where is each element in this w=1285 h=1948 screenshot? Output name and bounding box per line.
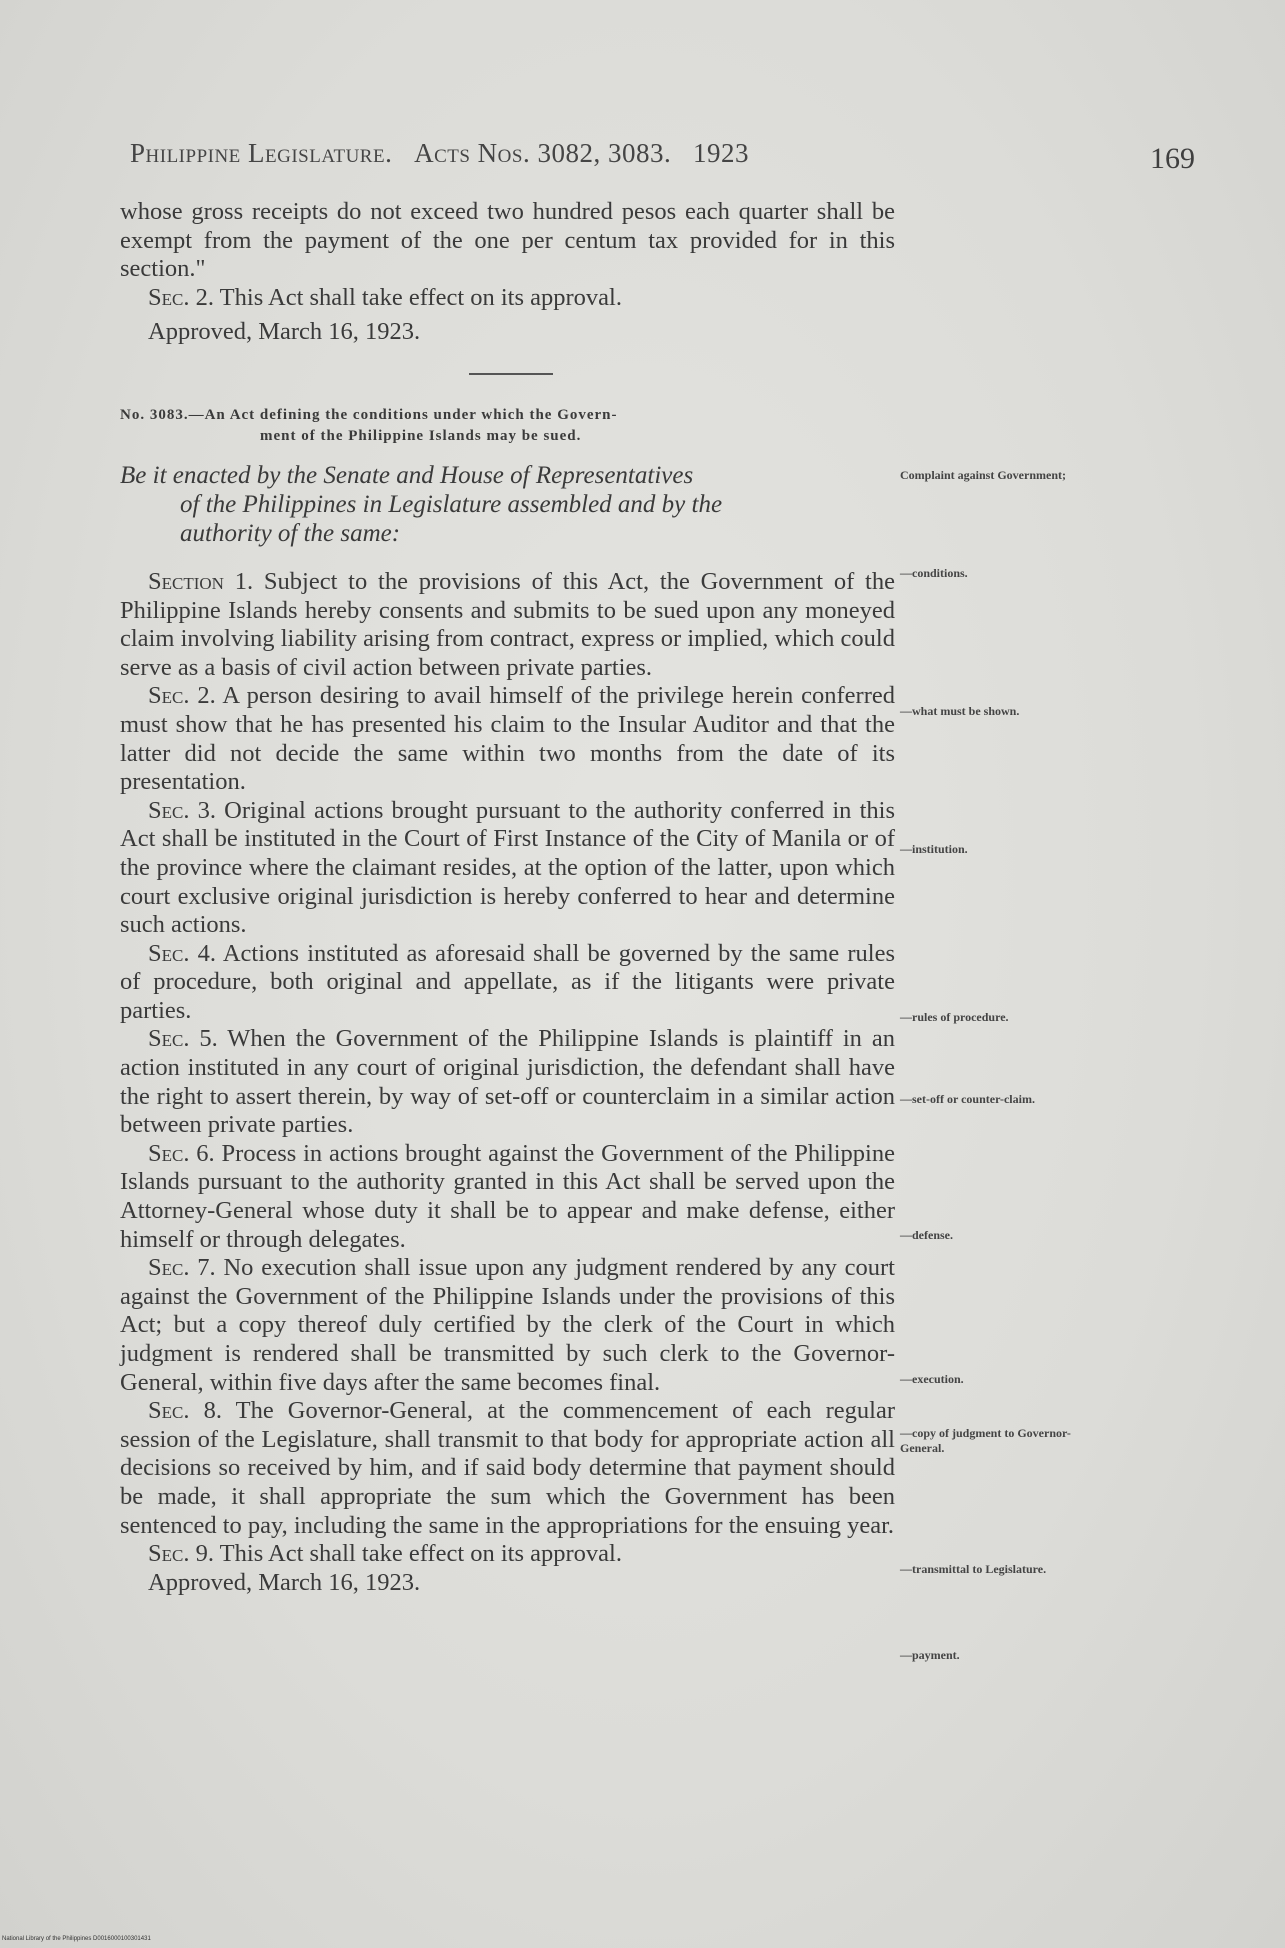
section-label: Section 1.	[148, 567, 254, 595]
section-text: When the Government of the Philippine Islands is plaintiff in an action instituted in any court of original jurisdiction, the defendant shall have the right to assert therein, by way of set-off or counterclaim in a similar action between private parties.	[120, 1025, 895, 1139]
section-8	[120, 1397, 895, 1540]
margin-note: —transmittal to Legislature.	[900, 1562, 1047, 1576]
enacting-line-3: authority of the same:	[180, 519, 401, 547]
section-text: Subject to the provisions of this Act, the Government of the Philippine Islands hereby consents and submits to be sued upon any moneyed claim involving liability arising from contract, express or implied, which could serve as a basis of civil action between private parties.	[120, 567, 895, 681]
section-text: A person desiring to avail himself of the privilege herein conferred must show that he has presented his claim to the Insular Auditor and that the latter did not decide the same within two months from the date of its presentation.	[120, 682, 895, 796]
act-number: No. 3083.	[120, 406, 189, 423]
running-title-year: 1923	[692, 138, 749, 168]
enacting-line-1: Be it enacted by the Senate and House of Representatives	[120, 461, 694, 489]
section-text: This Act shall take effect on its approval.	[213, 1540, 622, 1568]
carryover-section-2	[120, 284, 895, 313]
page-number: 169	[1150, 142, 1195, 175]
section-label: Sec. 4.	[148, 939, 217, 967]
margin-note: —set-off or counter-claim.	[900, 1092, 1035, 1106]
section-text: Process in actions brought against the Government of the Philippine Islands pursuant to the authority granted in this Act shall be served upon the Attorney-General whose duty it shall be to appear and make defense, either himself or through delegates.	[120, 1139, 895, 1253]
section-label: Sec. 8.	[148, 1397, 222, 1425]
margin-note: Complaint against Government;	[900, 468, 1066, 482]
section-text: This Act shall take effect on its approval.	[213, 283, 622, 311]
section-1	[120, 568, 895, 682]
margin-note: —payment.	[900, 1648, 960, 1662]
margin-note: —execution.	[900, 1372, 964, 1386]
section-text: Original actions brought pursuant to the authority conferred in this Act shall be instituted in the Court of First Instance of the City of Manila or of the province where the claimant resides, at the option of the latter, upon which court exclusive original jurisdiction is hereby conferred to hear and determine such actions.	[120, 796, 895, 939]
section-text: The Governor-General, at the commencement of each regular session of the Legislature, shall transmit to that body for appropriate action all decisions so received by him, and if said body determine that payment should be made, it shall appropriate the sum which the Government has been sentenced to pay, including the same in the appropriations for the ensuing year.	[120, 1397, 895, 1539]
act-title	[120, 405, 895, 447]
section-label: Sec. 6.	[148, 1139, 215, 1167]
act-approved: Approved, March 16, 1923.	[148, 1568, 421, 1596]
carryover-paragraph: whose gross receipts do not exceed two hundred pesos each quarter shall be exempt from the payment of the one per centum tax provided for in this section."	[120, 198, 895, 283]
enacting-line-2: of the Philippines in Legislature assembled and by the	[180, 490, 723, 518]
section-text: Actions instituted as aforesaid shall be governed by the same rules of procedure, both original and appellate, as if the litigants were private parties.	[120, 939, 895, 1024]
section-9	[120, 1540, 895, 1569]
separator-rule	[469, 373, 553, 375]
section-3	[120, 797, 895, 940]
section-text: No execution shall issue upon any judgment rendered by any court against the Government of the Philippine Islands under the provisions of this Act; but a copy thereof duly certified by the clerk of the Court in which judgment is rendered shall be transmitted by such clerk to the Governor-General, within five days after the same becomes final.	[120, 1254, 895, 1396]
section-5	[120, 1025, 895, 1139]
enacting-clause	[120, 461, 895, 548]
scan-footer: National Library of the Philippines D0016000100301431	[2, 1936, 151, 1942]
section-4	[120, 940, 895, 1026]
section-6	[120, 1140, 895, 1254]
carryover-approved: Approved, March 16, 1923.	[148, 318, 421, 346]
margin-note: —defense.	[900, 1228, 953, 1242]
section-label: Sec. 2.	[148, 682, 216, 710]
margin-note: —conditions.	[900, 566, 968, 580]
section-2	[120, 682, 895, 796]
margin-note: —copy of judgment to Governor-General.	[900, 1426, 1071, 1455]
margin-note: —institution.	[900, 842, 968, 856]
running-title-acts: Acts Nos. 3082, 3083.	[414, 138, 672, 168]
margin-note: —what must be shown.	[900, 704, 1020, 718]
section-label: Sec. 2.	[148, 283, 214, 311]
section-label: Sec. 9.	[148, 1540, 214, 1568]
section-7	[120, 1254, 895, 1397]
section-label: Sec. 3.	[148, 796, 217, 824]
running-header	[130, 138, 749, 169]
page-body	[120, 198, 895, 1597]
margin-note: —rules of procedure.	[900, 1010, 1009, 1024]
section-label: Sec. 5.	[148, 1025, 218, 1053]
section-label: Sec. 7.	[148, 1254, 216, 1282]
act-title-line-1: —An Act defining the conditions under which the Govern-	[188, 406, 618, 423]
act-title-line-2: ment of the Philippine Islands may be sued.	[260, 427, 582, 444]
running-title-legislature: Philippine Legislature.	[130, 138, 393, 168]
